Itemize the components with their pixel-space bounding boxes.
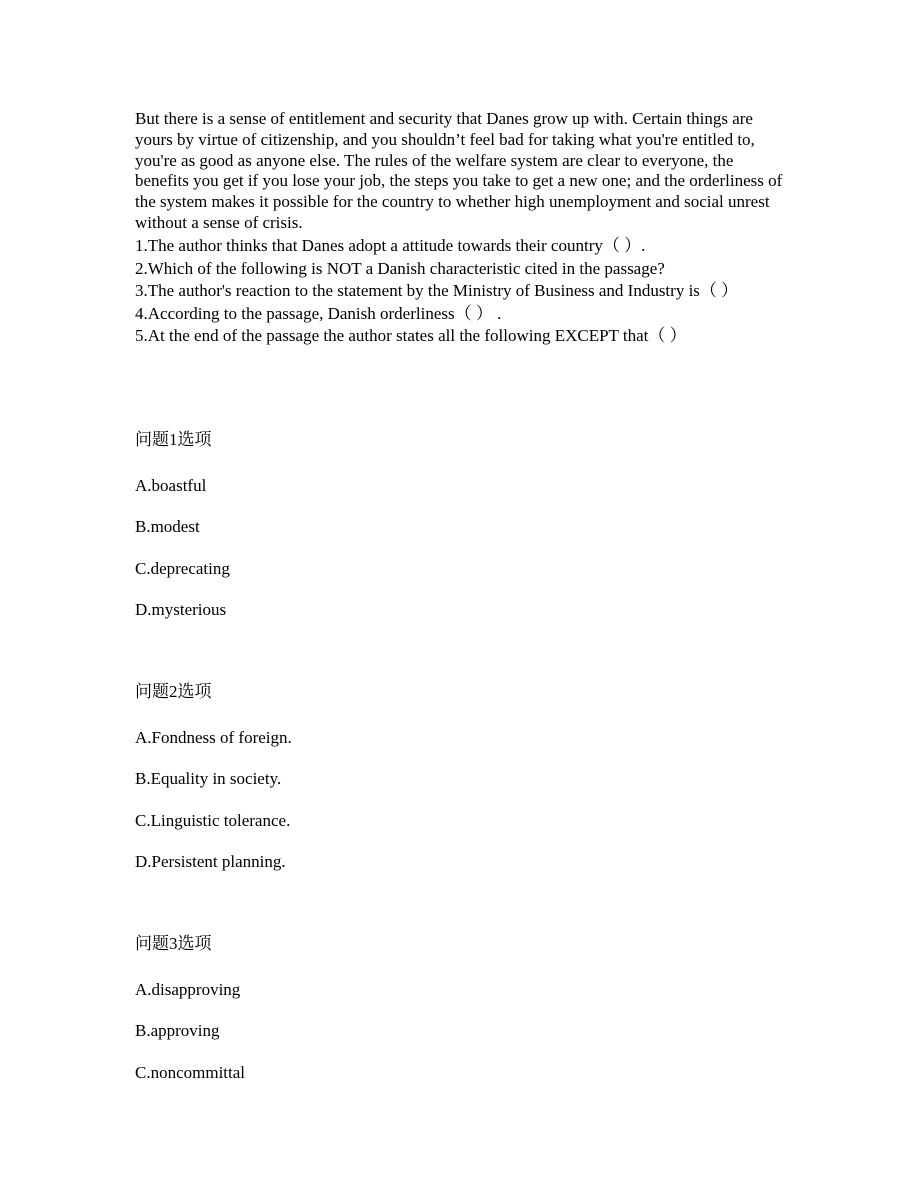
option-item: C.noncommittal [135,1063,246,1082]
option-item: C.deprecating [135,559,230,578]
option-group-heading: 问题3选项 [135,934,212,953]
option-item: B.Equality in society. [135,769,282,788]
question-1: 1.The author thinks that Danes adopt a attitude towards their country（ ）. [135,236,646,255]
passage-text: But there is a sense of entitlement and security that Danes grow up with. Certain things are yours by virtue of citizenship, and you shouldn’t feel bad for taking what you're entitled to, you're as good as anyone else. The rules of the welfare system are clear to everyone, the benefits you get if you lose your job, the steps you take to get a new one; and the orderliness of the system makes it possible for the country to whether high unemployment and social unrest without a sense of crisis. [135,109,783,232]
option-group-heading: 问题1选项 [135,430,212,449]
option-item: A.disapproving [135,980,241,999]
question-4: 4.According to the passage, Danish orderliness（ ） . [135,303,502,323]
question-3: 3.The author's reaction to the statement by the Ministry of Business and Industry is（ ） [135,281,739,300]
option-item: C.Linguistic tolerance. [135,811,291,830]
question-list [135,235,815,348]
option-item: D.mysterious [135,600,227,619]
question-5: 5.At the end of the passage the author states all the following EXCEPT that（ ） [135,326,687,345]
option-item: A.boastful [135,476,207,495]
option-item: A.Fondness of foreign. [135,728,292,747]
option-item: D.Persistent planning. [135,852,286,871]
option-item: B.approving [135,1021,220,1040]
option-group-heading: 问题2选项 [135,682,212,701]
option-item: B.modest [135,517,200,536]
question-2: 2.Which of the following is NOT a Danish characteristic cited in the passage? [135,258,665,278]
